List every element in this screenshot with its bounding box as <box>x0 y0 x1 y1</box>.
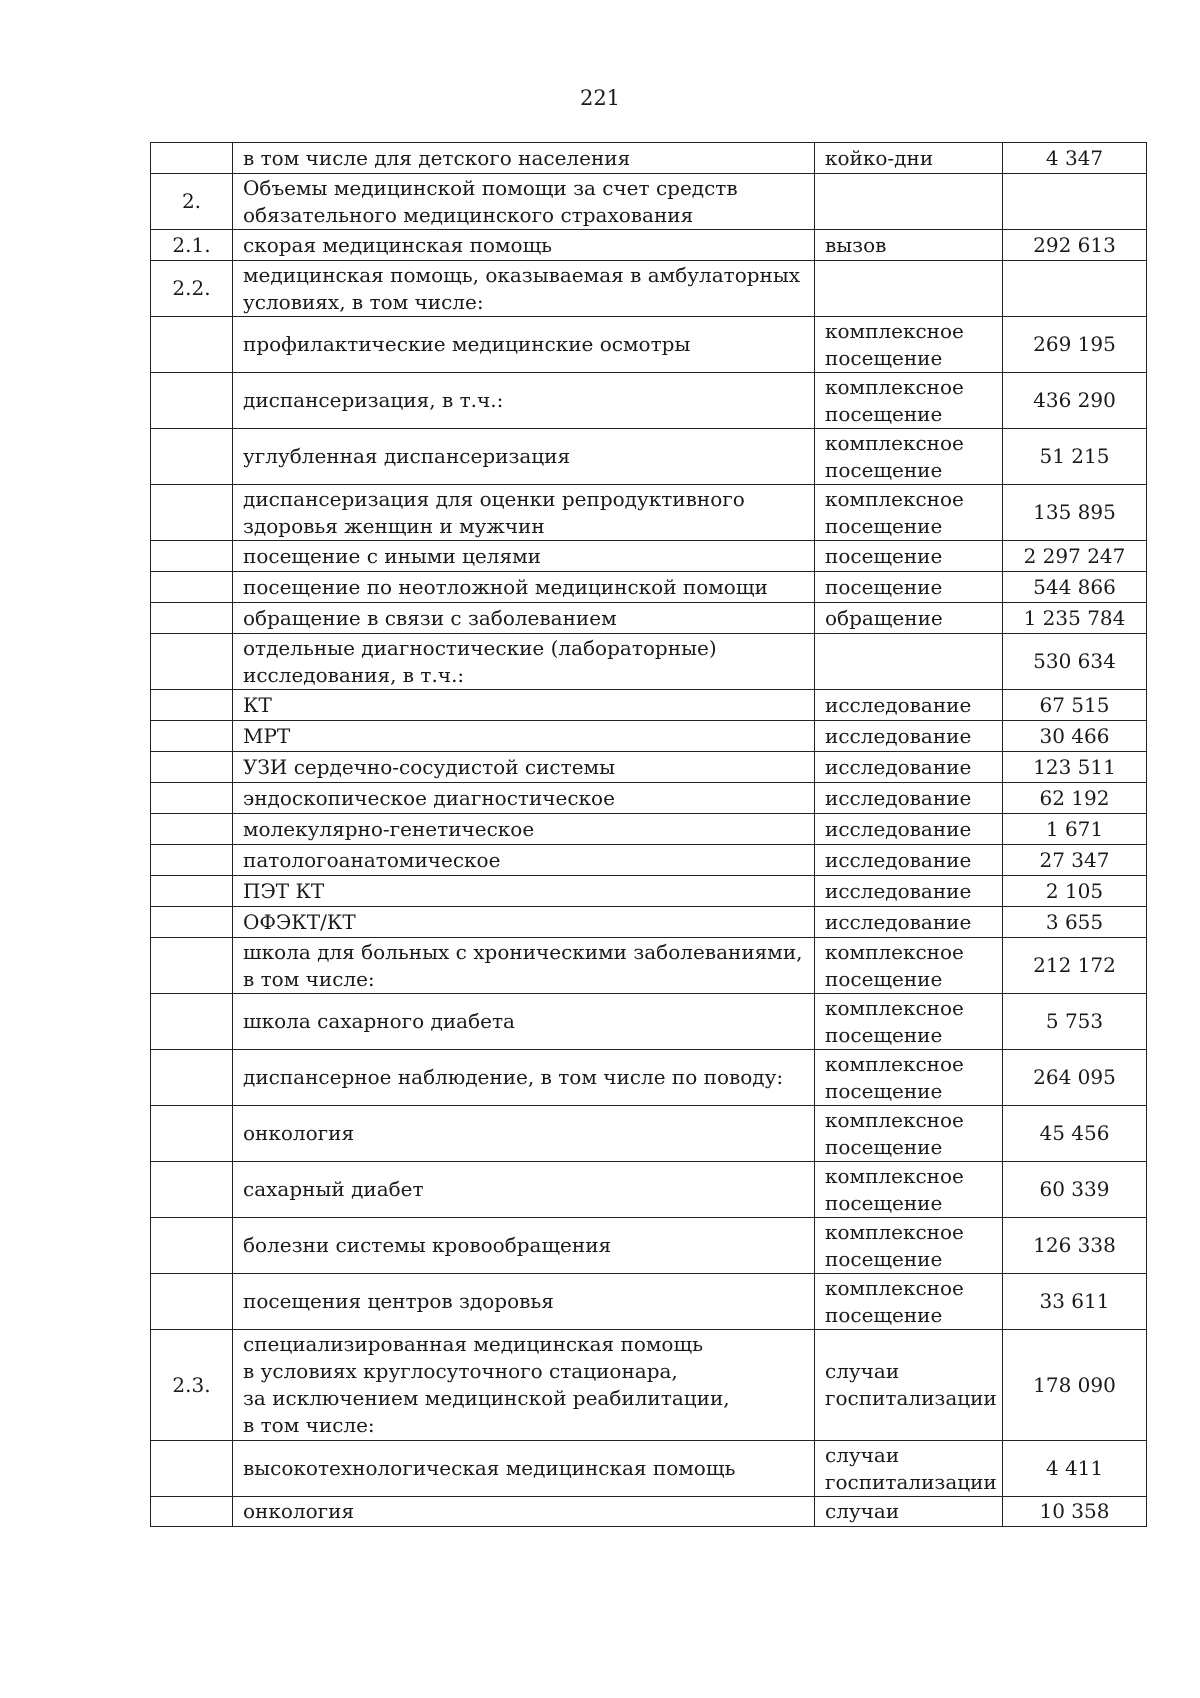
row-name <box>233 373 815 429</box>
row-name-line: сахарный диабет <box>243 1177 424 1201</box>
row-unit <box>815 485 1003 541</box>
row-name <box>233 876 815 907</box>
row-name-line: ОФЭКТ/КТ <box>243 909 356 934</box>
row-value: 3 655 <box>1003 907 1147 938</box>
row-name-line: эндоскопическое диагностическое <box>243 785 615 810</box>
row-unit-line: комплексное <box>825 1051 964 1076</box>
row-unit-line: посещение <box>825 1302 943 1327</box>
row-value: 2 105 <box>1003 876 1147 907</box>
table-row <box>151 907 1147 938</box>
row-name <box>233 938 815 994</box>
row-number <box>151 317 233 373</box>
row-unit <box>815 1162 1003 1218</box>
row-unit-line: исследование <box>825 785 972 810</box>
table-row <box>151 603 1147 634</box>
row-name-line: условиях, в том числе: <box>243 289 484 314</box>
row-value: 292 613 <box>1003 230 1147 261</box>
row-number <box>151 690 233 721</box>
row-number <box>151 429 233 485</box>
row-unit-line: посещение <box>825 574 943 599</box>
table-row <box>151 690 1147 721</box>
row-name-line: диспансеризация, в т.ч.: <box>243 388 504 412</box>
row-name <box>233 1162 815 1218</box>
table-row <box>151 1330 1147 1441</box>
row-name <box>233 261 815 317</box>
row-name-line: скорая медицинская помощь <box>243 232 553 257</box>
row-number <box>151 143 233 174</box>
row-name <box>233 1274 815 1330</box>
table-row <box>151 783 1147 814</box>
row-unit <box>815 994 1003 1050</box>
table-row <box>151 429 1147 485</box>
row-number: 2.2. <box>151 261 233 317</box>
table-row <box>151 261 1147 317</box>
row-value: 1 235 784 <box>1003 603 1147 634</box>
row-number <box>151 1106 233 1162</box>
row-unit <box>815 1218 1003 1274</box>
row-unit-line: посещение <box>825 457 943 482</box>
row-name-line: специализированная медицинская помощь <box>243 1332 703 1356</box>
row-name-line: молекулярно-генетическое <box>243 816 535 841</box>
table-row <box>151 1218 1147 1274</box>
row-name-line: в условиях круглосуточного стационара, <box>243 1359 678 1383</box>
row-name-line: посещение с иными целями <box>243 543 541 568</box>
row-unit-line: госпитализации <box>825 1469 997 1494</box>
row-number <box>151 876 233 907</box>
table-row <box>151 1274 1147 1330</box>
row-unit-line: посещение <box>825 1022 943 1047</box>
row-value: 60 339 <box>1003 1162 1147 1218</box>
row-unit <box>815 907 1003 938</box>
table-row <box>151 845 1147 876</box>
row-name <box>233 634 815 690</box>
row-value: 212 172 <box>1003 938 1147 994</box>
row-name <box>233 1441 815 1497</box>
row-number <box>151 721 233 752</box>
row-value: 264 095 <box>1003 1050 1147 1106</box>
row-name-line: Объемы медицинской помощи за счет средств <box>243 175 738 200</box>
row-number <box>151 938 233 994</box>
row-value: 67 515 <box>1003 690 1147 721</box>
table-row <box>151 1106 1147 1162</box>
row-unit <box>815 634 1003 690</box>
row-value: 2 297 247 <box>1003 541 1147 572</box>
row-number <box>151 603 233 634</box>
page-number: 221 <box>579 86 621 110</box>
table-row <box>151 174 1147 230</box>
table-row <box>151 317 1147 373</box>
row-name <box>233 541 815 572</box>
row-unit-line: комплексное <box>825 318 964 343</box>
row-name-line: школа для больных с хроническими заболеваниями, <box>243 939 803 964</box>
table-row <box>151 1162 1147 1218</box>
table-body <box>151 143 1147 1527</box>
row-unit <box>815 783 1003 814</box>
row-value: 5 753 <box>1003 994 1147 1050</box>
row-value: 4 347 <box>1003 143 1147 174</box>
row-unit <box>815 317 1003 373</box>
row-value <box>1003 261 1147 317</box>
row-name <box>233 845 815 876</box>
row-name-line: онкология <box>243 1121 355 1145</box>
row-name <box>233 1218 815 1274</box>
row-unit-line: случаи <box>825 1359 900 1383</box>
row-unit <box>815 572 1003 603</box>
table-row <box>151 1497 1147 1527</box>
row-value: 544 866 <box>1003 572 1147 603</box>
row-name-line: отдельные диагностические (лабораторные) <box>243 635 717 660</box>
row-name-line: за исключением медицинской реабилитации, <box>243 1386 730 1410</box>
row-name-line: профилактические медицинские осмотры <box>243 332 691 356</box>
row-unit-line: посещение <box>825 1190 943 1215</box>
row-name-line: здоровья женщин и мужчин <box>243 513 545 538</box>
row-number <box>151 814 233 845</box>
row-unit-line: комплексное <box>825 1107 964 1132</box>
row-name-line: в том числе для детского населения <box>243 145 631 170</box>
row-unit-line: койко-дни <box>825 145 934 170</box>
row-value: 10 358 <box>1003 1497 1147 1527</box>
row-number <box>151 752 233 783</box>
row-number <box>151 1050 233 1106</box>
row-name <box>233 907 815 938</box>
table-row <box>151 541 1147 572</box>
row-unit-line: комплексное <box>825 1163 964 1188</box>
row-value: 62 192 <box>1003 783 1147 814</box>
row-unit <box>815 143 1003 174</box>
row-name-line: обязательного медицинского страхования <box>243 202 694 227</box>
row-unit-line: исследование <box>825 754 972 779</box>
row-number <box>151 783 233 814</box>
table-row <box>151 876 1147 907</box>
row-unit <box>815 845 1003 876</box>
row-number <box>151 572 233 603</box>
row-number <box>151 907 233 938</box>
row-unit-line: исследование <box>825 816 972 841</box>
row-name-line: высокотехнологическая медицинская помощь <box>243 1456 736 1480</box>
row-unit <box>815 814 1003 845</box>
row-unit-line: госпитализации <box>825 1386 997 1410</box>
row-name <box>233 572 815 603</box>
row-unit <box>815 1497 1003 1527</box>
row-unit-line: вызов <box>825 232 887 257</box>
row-name <box>233 690 815 721</box>
row-unit <box>815 876 1003 907</box>
row-name-line: ПЭТ КТ <box>243 878 325 903</box>
row-unit-line: комплексное <box>825 939 964 964</box>
row-unit-line: посещение <box>825 1078 943 1103</box>
table-row <box>151 938 1147 994</box>
row-unit-line: исследование <box>825 723 972 748</box>
row-value: 126 338 <box>1003 1218 1147 1274</box>
row-value: 30 466 <box>1003 721 1147 752</box>
row-unit <box>815 690 1003 721</box>
row-name <box>233 230 815 261</box>
row-name-line: в том числе: <box>243 966 375 991</box>
row-name-line: КТ <box>243 692 272 717</box>
row-number <box>151 1274 233 1330</box>
row-unit-line: комплексное <box>825 1219 964 1244</box>
row-value: 123 511 <box>1003 752 1147 783</box>
table-row <box>151 752 1147 783</box>
row-value: 51 215 <box>1003 429 1147 485</box>
row-unit-line: посещение <box>825 1246 943 1271</box>
table-row <box>151 373 1147 429</box>
row-unit <box>815 1441 1003 1497</box>
table-row <box>151 814 1147 845</box>
row-number <box>151 994 233 1050</box>
row-unit <box>815 1330 1003 1441</box>
row-name-line: болезни системы кровообращения <box>243 1233 612 1257</box>
table-row <box>151 485 1147 541</box>
row-value: 178 090 <box>1003 1330 1147 1441</box>
row-unit <box>815 938 1003 994</box>
row-name <box>233 1497 815 1527</box>
table-row <box>151 634 1147 690</box>
row-unit <box>815 752 1003 783</box>
row-unit-line: посещение <box>825 966 943 991</box>
row-unit-line: посещение <box>825 401 943 426</box>
row-value: 1 671 <box>1003 814 1147 845</box>
row-value: 33 611 <box>1003 1274 1147 1330</box>
row-name <box>233 1050 815 1106</box>
row-unit <box>815 174 1003 230</box>
row-value: 530 634 <box>1003 634 1147 690</box>
row-name-line: МРТ <box>243 723 291 748</box>
row-number <box>151 845 233 876</box>
row-number: 2. <box>151 174 233 230</box>
row-name-line: в том числе: <box>243 1413 375 1437</box>
row-unit-line: посещение <box>825 543 943 568</box>
row-name-line: обращение в связи с заболеванием <box>243 605 617 630</box>
row-value: 135 895 <box>1003 485 1147 541</box>
row-number <box>151 373 233 429</box>
row-unit <box>815 721 1003 752</box>
row-value <box>1003 174 1147 230</box>
row-name-line: УЗИ сердечно-сосудистой системы <box>243 754 616 779</box>
row-unit-line: случаи <box>825 1499 900 1523</box>
row-number: 2.1. <box>151 230 233 261</box>
row-name-line: посещения центров здоровья <box>243 1289 554 1313</box>
table-row <box>151 994 1147 1050</box>
row-name-line: онкология <box>243 1499 355 1523</box>
row-number <box>151 541 233 572</box>
row-name-line: патологоанатомическое <box>243 847 501 872</box>
row-unit <box>815 429 1003 485</box>
row-name-line: медицинская помощь, оказываемая в амбулаторных <box>243 262 801 287</box>
row-number <box>151 1441 233 1497</box>
row-unit-line: исследование <box>825 847 972 872</box>
table-row <box>151 143 1147 174</box>
row-name-line: диспансерное наблюдение, в том числе по поводу: <box>243 1065 784 1089</box>
row-name <box>233 174 815 230</box>
row-unit <box>815 1106 1003 1162</box>
row-value: 436 290 <box>1003 373 1147 429</box>
row-unit-line: комплексное <box>825 1275 964 1300</box>
row-name <box>233 814 815 845</box>
row-number <box>151 1162 233 1218</box>
row-number <box>151 485 233 541</box>
row-unit <box>815 261 1003 317</box>
row-unit-line: случаи <box>825 1442 900 1467</box>
row-value: 45 456 <box>1003 1106 1147 1162</box>
row-name-line: посещение по неотложной медицинской помощи <box>243 574 768 599</box>
table-row <box>151 1050 1147 1106</box>
row-unit-line: посещение <box>825 1134 943 1159</box>
row-name <box>233 721 815 752</box>
row-unit <box>815 541 1003 572</box>
row-name <box>233 994 815 1050</box>
row-unit-line: исследование <box>825 909 972 934</box>
table-row <box>151 572 1147 603</box>
row-value: 27 347 <box>1003 845 1147 876</box>
services-volume-table <box>150 142 1147 1527</box>
row-name <box>233 317 815 373</box>
row-name <box>233 1330 815 1441</box>
row-number: 2.3. <box>151 1330 233 1441</box>
row-name-line: школа сахарного диабета <box>243 1009 515 1033</box>
row-number <box>151 1497 233 1527</box>
row-unit <box>815 1050 1003 1106</box>
table-row <box>151 721 1147 752</box>
table-row <box>151 1441 1147 1497</box>
row-unit-line: посещение <box>825 345 943 370</box>
row-unit-line: посещение <box>825 513 943 538</box>
row-name <box>233 783 815 814</box>
table-row <box>151 230 1147 261</box>
row-name <box>233 143 815 174</box>
row-unit-line: комплексное <box>825 995 964 1020</box>
row-name-line: диспансеризация для оценки репродуктивного <box>243 486 745 511</box>
row-unit <box>815 1274 1003 1330</box>
row-name <box>233 1106 815 1162</box>
row-value: 4 411 <box>1003 1441 1147 1497</box>
row-number <box>151 1218 233 1274</box>
row-unit-line: исследование <box>825 692 972 717</box>
row-unit <box>815 603 1003 634</box>
row-unit-line: комплексное <box>825 430 964 455</box>
row-unit-line: комплексное <box>825 374 964 399</box>
row-unit <box>815 230 1003 261</box>
row-unit-line: комплексное <box>825 486 964 511</box>
row-value: 269 195 <box>1003 317 1147 373</box>
row-name <box>233 429 815 485</box>
row-name-line: исследования, в т.ч.: <box>243 662 465 687</box>
row-unit <box>815 373 1003 429</box>
row-unit-line: обращение <box>825 605 943 630</box>
row-name <box>233 485 815 541</box>
row-name <box>233 752 815 783</box>
row-number <box>151 634 233 690</box>
row-name <box>233 603 815 634</box>
row-name-line: углубленная диспансеризация <box>243 444 571 468</box>
row-unit-line: исследование <box>825 878 972 903</box>
